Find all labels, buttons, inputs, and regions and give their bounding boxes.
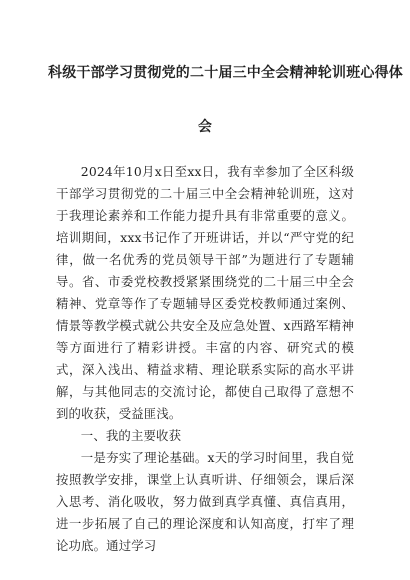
body-paragraph-1: 2024年10月x日至xx日，我有幸参加了全区科级干部学习贯彻党的二十届三中全会精神轮训班，这对于我理论素养和工作能力提升具有非常重要的意义。培训期间，xxx书记作了开班讲话，并以“严守党的纪律，做一名优秀的党员领导干部”为题进行了专题辅导。省、市委党校教授紧紧围绕党的二十届三中全会精神、党章等作了专题辅导区委党校教师通过案例、情景等教学模式就公共安全及应急处置、x西路军精神等方面进行了精彩讲授。丰富的内容、研究式的模式，深入浅出、精益求精、理论联系实际的高水平讲解，与其他同志的交流讨论，都使自己取得了意想不到的收获，受益匪浅。 — [56, 164, 354, 421]
document-title — [48, 65, 403, 135]
title-line-2: 会 — [197, 119, 213, 135]
document-body — [56, 161, 354, 557]
section-heading: 一、我的主要收获 — [80, 428, 182, 443]
title-line-1: 科级干部学习贯彻党的二十届三中全会精神轮训班心得体 — [48, 65, 403, 81]
body-paragraph-2: 一是夯实了理论基础。x天的学习时间里，我自觉按照教学安排，课堂上认真听讲、仔细领会，课后深入思考、消化吸收，努力做到真学真懂、真信真用，进一步拓展了自己的理论深度和认知高度，打牢了理论功底。通过学习 — [56, 450, 354, 553]
